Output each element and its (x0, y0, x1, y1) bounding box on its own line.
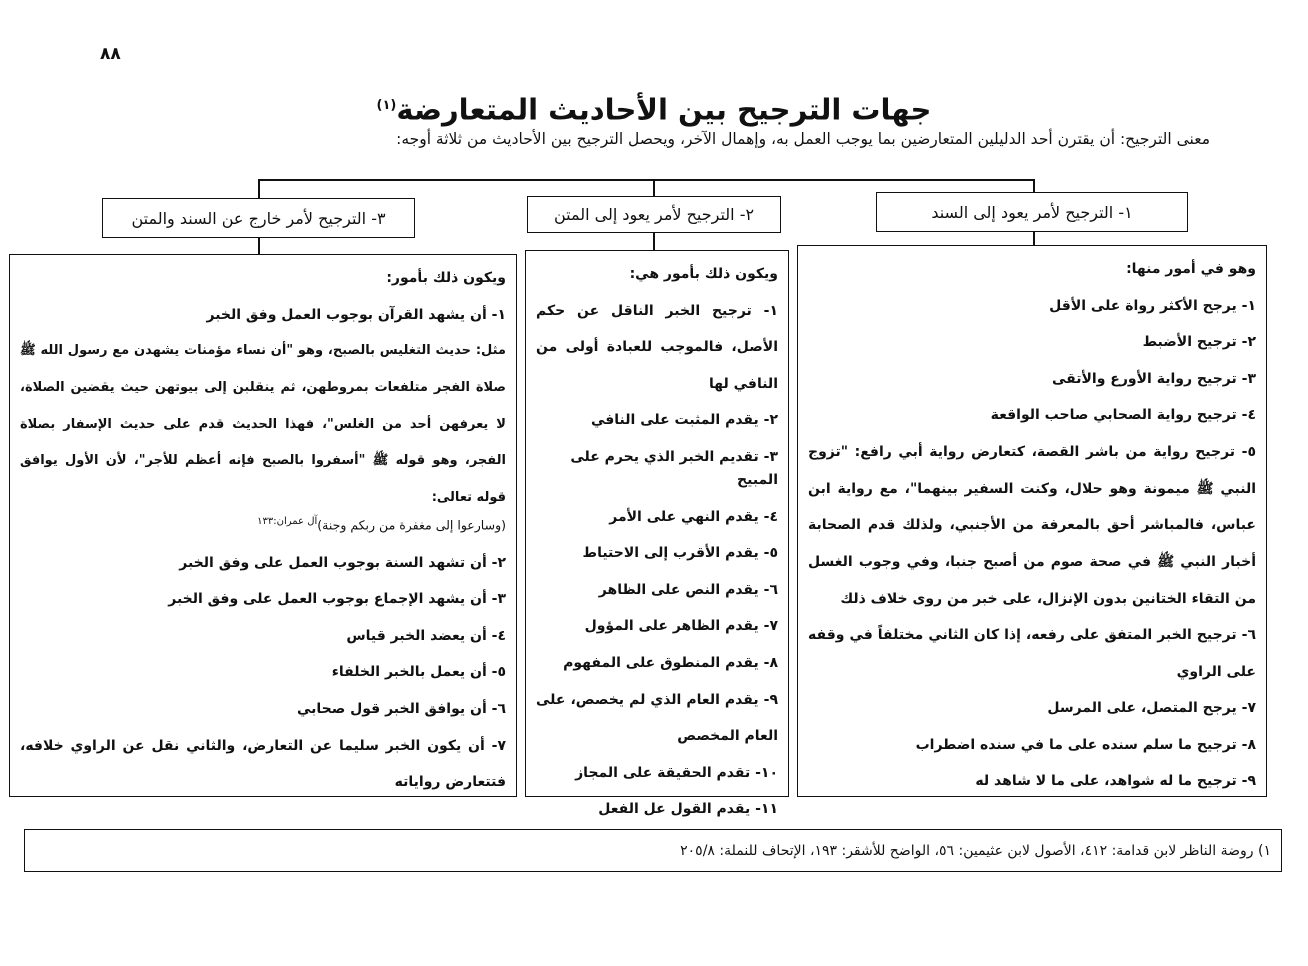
list-item: ٥- ترجيح رواية من باشر القصة، كتعارض رواية أبي رافع: "تزوج النبي ﷺ ميمونة وهو حلال، وكنت السفير بينهما"، مع رواية ابن عباس، فالمباشر أحق بالمعرفة من الأجنبي، ولذلك قدم الصحابة أخبار النبي ﷺ في صحة صوم من أصبح جنبا، وفي وجوب الغسل من التقاء الختانين بدون الإنزال، على خبر من روى خلاف ذلك (808, 444, 1256, 607)
list-item: ٢- ترجيح الأضبط (1142, 334, 1256, 351)
list-item: ٤- أن يعضد الخبر قياس (346, 627, 506, 644)
list-item: ٣- تقديم الخبر الذي يحرم على المبيح (570, 448, 778, 488)
column-sanad (797, 245, 1267, 797)
column-matn-intro: ويكون ذلك بأمور هي: (629, 266, 778, 282)
verse-line (20, 510, 506, 538)
column-external (9, 254, 517, 797)
list-item: ٧- يرجح المتصل، على المرسل (1047, 700, 1256, 717)
list-item: ٣- أن يشهد الإجماع بوجوب العمل على وفق الخبر (168, 591, 506, 608)
list-item: ٢- يقدم المثبت على النافي (590, 412, 778, 429)
list-item: ٩- يقدم العام الذي لم يخصص، على العام المخصص (536, 691, 778, 745)
header-matn: ٢- الترجيح لأمر يعود إلى المتن (527, 196, 781, 233)
list-item: ١- ترجيح الخبر الناقل عن حكم الأصل، فالموجب للعبادة أولى من النافي لها (536, 302, 778, 392)
list-item: ٥- يقدم الأقرب إلى الاحتياط (582, 545, 778, 562)
list-item: ٨- ترجيح ما سلم سنده على ما في سنده اضطراب (915, 736, 1256, 753)
list-item: ٣- ترجيح رواية الأورع والأتقى (1052, 370, 1256, 387)
footnote: ١) روضة الناظر لابن قدامة: ٤١٢، الأصول لابن عثيمين: ٥٦، الواضح للأشقر: ١٩٣، الإتحاف للنملة: ٢٠٥/٨ (24, 829, 1282, 872)
connector-h3-body (258, 238, 260, 254)
column-external-intro: ويكون ذلك بأمور: (386, 270, 506, 286)
verse-text: (وسارعوا إلى مغفرة من ربكم وجنة) (317, 518, 506, 534)
connector-h2-body (653, 233, 655, 250)
connector-h1-body (1033, 232, 1035, 245)
list-item: ١- يرجح الأكثر رواة على الأقل (1049, 297, 1256, 314)
list-item: ٦- ترجيح الخبر المتفق على رفعه، إذا كان الثاني مختلفاً في وقفه على الراوي (808, 627, 1256, 680)
list-item: ٦- أن يوافق الخبر قول صحابي (296, 700, 506, 717)
list-item: ٢- أن تشهد السنة بوجوب العمل على وفق الخبر (179, 554, 506, 571)
title-footnote-ref: (١) (376, 98, 397, 113)
title-text: جهات الترجيح بين الأحاديث المتعارضة (396, 92, 932, 127)
example-text: مثل: حديث التغليس بالصبح، وهو "أن نساء مؤمنات يشهدن مع رسول الله ﷺ صلاة الفجر متلفعات بمروطهن، ثم ينقلبن إلى بيوتهن حيث يقضين الصلاة، لا يعرفهن أحد من الغلس"، فهذا الحديث قدم على حديث الإسفار بصلاة الفجر، وهو قوله ﷺ "أسفروا بالصبح فإنه أعظم للأجر"، لأن الأول يوافق قوله تعالى: (20, 343, 506, 505)
header-external: ٣- الترجيح لأمر خارج عن السند والمتن (102, 198, 415, 238)
verse-reference: آل عمران:١٣٣ (257, 516, 318, 528)
list-item: ٤- ترجيح رواية الصحابي صاحب الواقعة (990, 407, 1256, 424)
page-number: ٨٨ (100, 44, 121, 64)
intro-paragraph: معنى الترجيح: أن يقترن أحد الدليلين المتعارضين بما يوجب العمل به، وإهمال الآخر، ويحصل الترجيح بين الأحاديث من ثلاثة أوجه: (396, 130, 1210, 148)
connector-col1-down (1033, 179, 1035, 192)
list-item: ٧- يقدم الظاهر على المؤول (584, 618, 778, 635)
list-item: ١٠- تقدم الحقيقة على المجاز (575, 764, 778, 781)
list-item: ٧- أن يكون الخبر سليما عن التعارض، والثاني نقل عن الراوي خلافه، فتتعارض رواياته (20, 737, 506, 791)
list-item: ٤- يقدم النهي على الأمر (609, 508, 778, 525)
page-title (0, 86, 1308, 130)
list-item: ١١- يقدم القول عل الفعل (598, 801, 778, 818)
header-sanad: ١- الترجيح لأمر يعود إلى السند (876, 192, 1188, 232)
list-item: ٦- يقدم النص على الظاهر (598, 581, 778, 598)
connector-horizontal (258, 179, 1034, 181)
list-item: ٩- ترجيح ما له شواهد، على ما لا شاهد له (975, 773, 1256, 790)
connector-col2-down (653, 179, 655, 196)
column-matn (525, 250, 789, 818)
list-item: ٨- يقدم المنطوق على المفهوم (563, 654, 778, 671)
column-sanad-intro: وهو في أمور منها: (1126, 261, 1256, 277)
list-item: ٥- أن يعمل بالخبر الخلفاء (331, 664, 506, 681)
list-item: ١- أن يشهد القرآن بوجوب العمل وفق الخبر (206, 306, 506, 323)
connector-col3-down (258, 179, 260, 198)
